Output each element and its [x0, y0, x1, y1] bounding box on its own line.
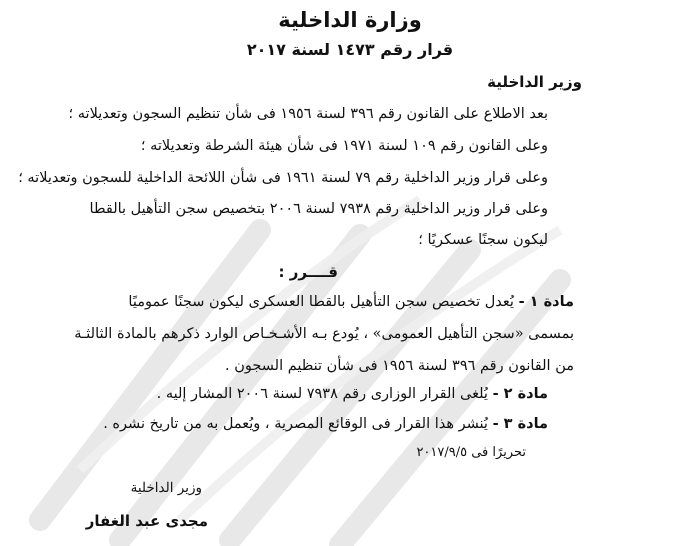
signature-name: مجدى عبد الغفار — [85, 512, 208, 530]
article-2-text: يُلغى القرار الوزارى رقم ٧٩٣٨ لسنة ٢٠٠٦ المشار إليه . — [156, 386, 488, 402]
preamble-line-2: وعلى القانون رقم ١٠٩ لسنة ١٩٧١ فى شأن هيئة الشرطة وتعديلاته ؛ — [140, 138, 548, 154]
article-1-text-1: يُعدل تخصيص سجن التأهيل بالقطا العسكرى ليكون سجنًا عموميًا — [128, 294, 514, 310]
article-1-line-3: من القانون رقم ٣٩٦ لسنة ١٩٥٦ فى شأن تنظيم السجون . — [225, 358, 574, 374]
ministry-heading: وزارة الداخلية — [278, 8, 422, 32]
article-3 — [103, 414, 548, 434]
decree-title: قرار رقم ١٤٧٣ لسنة ٢٠١٧ — [246, 40, 454, 59]
preamble-line-5: ليكون سجنًا عسكريًا ؛ — [418, 232, 548, 248]
issuer-heading: وزير الداخلية — [487, 73, 582, 91]
article-3-label: مادة ٣ - — [492, 416, 548, 432]
signature-title: وزير الداخلية — [130, 480, 202, 496]
preamble-line-1: بعد الاطلاع على القانون رقم ٣٩٦ لسنة ١٩٥٦ فى شأن تنظيم السجون وتعديلاته ؛ — [68, 106, 548, 122]
preamble-line-3: وعلى قرار وزير الداخلية رقم ٧٩ لسنة ١٩٦١ فى شأن اللائحة الداخلية للسجون وتعديلاته ؛ — [18, 170, 548, 186]
article-1-line-1 — [128, 292, 574, 312]
article-2-label: مادة ٢ - — [492, 386, 548, 402]
date-line: تحريرًا فى ٢٠١٧/٩/٥ — [416, 445, 526, 460]
preamble-line-4: وعلى قرار وزير الداخلية رقم ٧٩٣٨ لسنة ٢٠٠٦ بتخصيص سجن التأهيل بالقطا — [89, 201, 548, 217]
article-1-label: مادة ١ - — [518, 294, 574, 310]
article-3-text: يُنشر هذا القرار فى الوقائع المصرية ، ويُعمل به من تاريخ نشره . — [103, 416, 488, 432]
decided-heading: قــــرر : — [278, 263, 338, 281]
article-1-line-2: بمسمى «سجن التأهيل العمومى» ، يُودع بـه الأشـخـاص الوارد ذكرهم بالمادة الثالثـة — [74, 326, 574, 342]
article-2 — [157, 384, 548, 404]
